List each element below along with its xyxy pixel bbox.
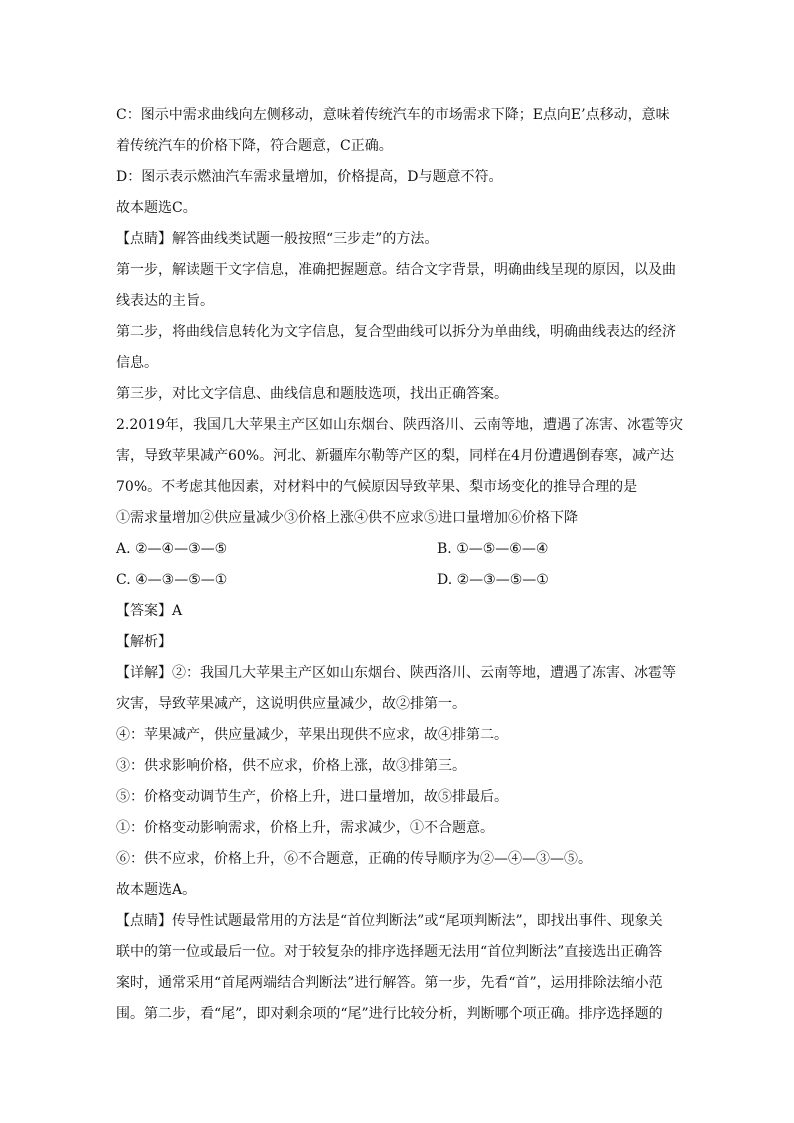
tip1-line-6: 第三步，对比文字信息、曲线信息和题肢选项，找出正确答案。	[116, 386, 508, 402]
question2-stem-line-3: 70%。不考虑其他因素，对材料中的气候原因导致苹果、梨市场变化的推导合理的是	[116, 479, 638, 495]
conclusion-1: 故本题选C。	[116, 200, 197, 216]
tip2-line-3: 案时，通常采用“首尾两端结合判断法”进行解答。第一步，先看“首”，运用排除法缩小范	[116, 975, 663, 991]
detail-line-2: 灾害，导致苹果减产，这说明供应量减少，故②排第一。	[116, 696, 466, 712]
conclusion-2: 故本题选A。	[116, 882, 197, 898]
document-body	[116, 100, 686, 1030]
tip1-line-4: 第二步，将曲线信息转化为文字信息，复合型曲线可以拆分为单曲线，明确曲线表达的经济	[116, 324, 676, 340]
options-row-1	[116, 534, 686, 565]
question2-items: ①需求量增加②供应量减少③价格上涨④供不应求⑤进口量增加⑥价格下降	[116, 510, 578, 526]
detail-line-3: ④：苹果减产，供应量减少，苹果出现供不应求，故④排第二。	[116, 727, 508, 743]
tip1-line-1: 【点睛】解答曲线类试题一般按照“三步走”的方法。	[116, 231, 439, 247]
analysis-c-line-2: 着传统汽车的价格下降，符合题意，C正确。	[116, 138, 393, 154]
detail-line-1: 【详解】②：我国几大苹果主产区如山东烟台、陕西洛川、云南等地，遭遇了冻害、冰雹等	[116, 665, 676, 681]
options-row-2	[116, 565, 686, 596]
question2-stem-line-1: 2.2019年，我国几大苹果主产区如山东烟台、陕西洛川、云南等地，遭遇了冻害、冰雹等灾	[116, 417, 683, 433]
tip1-line-5: 信息。	[116, 355, 158, 371]
analysis-c-line-1: C：图示中需求曲线向左侧移动，意味着传统汽车的市场需求下降；E点向E’点移动，意味	[116, 107, 670, 123]
tip2-line-2: 联中的第一位或最后一位。对于较复杂的排序选择题无法用“首位判断法”直接选出正确答	[116, 944, 663, 960]
option-c: C. ④—③—⑤—①	[116, 572, 228, 588]
tip1-line-3: 线表达的主旨。	[116, 293, 214, 309]
tip1-line-2: 第一步，解读题干文字信息，准确把握题意。结合文字背景，明确曲线呈现的原因，以及曲	[116, 262, 676, 278]
option-d: D. ②—③—⑤—①	[437, 572, 549, 588]
tip2-line-4: 围。第二步，看“尾”，即对剩余项的“尾”进行比较分析，判断哪个项正确。排序选择题的	[116, 1006, 663, 1022]
tip2-line-1: 【点睛】传导性试题最常用的方法是“首位判断法”或“尾项判断法”，即找出事件、现象关	[116, 913, 663, 929]
detail-line-5: ⑤：价格变动调节生产，价格上升，进口量增加，故⑤排最后。	[116, 789, 508, 805]
detail-line-6: ①：价格变动影响需求，价格上升，需求减少，①不合题意。	[116, 820, 494, 836]
question2-stem-line-2: 害，导致苹果减产60%。河北、新疆库尔勒等产区的梨，同样在4月份遭遇倒春寒，减产达	[116, 448, 675, 464]
detail-line-4: ③：供求影响价格，供不应求，价格上涨，故③排第三。	[116, 758, 466, 774]
analysis-d: D：图示表示燃油汽车需求量增加，价格提高，D与题意不符。	[116, 169, 503, 185]
answer: 【答案】A	[116, 603, 183, 619]
option-a: A. ②—④—③—⑤	[116, 541, 228, 557]
detail-line-7: ⑥：供不应求，价格上升，⑥不合题意，正确的传导顺序为②—④—③—⑤。	[116, 851, 592, 867]
analysis-heading: 【解析】	[116, 634, 172, 650]
option-b: B. ①—⑤—⑥—④	[437, 541, 549, 557]
